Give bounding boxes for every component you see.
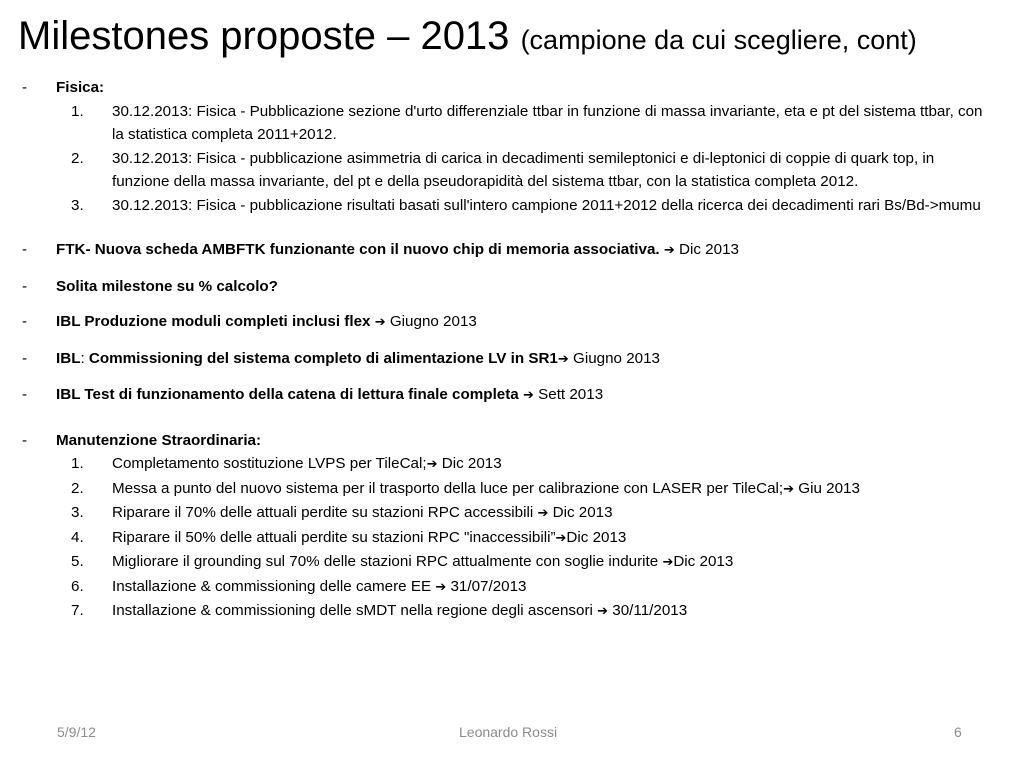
item-number: 1.	[71, 455, 84, 472]
bullet-dash: -	[22, 241, 28, 258]
item-text: Messa a punto del nuovo sistema per il trasporto della luce per calibrazione con LASER per TileCal;	[112, 479, 784, 497]
bullet-calcolo	[22, 275, 994, 299]
bullet-dash: -	[22, 349, 28, 367]
ibl-prod-text: IBL Produzione moduli completi inclusi flex	[56, 313, 371, 330]
ibl-comm-text: Commissioning del sistema completo di alimentazione LV in SR1	[88, 349, 558, 367]
item-text: Installazione & commissioning delle sMDT nella regione degli ascensori	[112, 602, 593, 619]
arrow-icon: ➔	[537, 506, 549, 521]
item-number: 5.	[71, 553, 84, 570]
footer-date: 5/9/12	[57, 724, 96, 740]
slide-title	[18, 8, 1018, 68]
fisica-list	[56, 100, 994, 218]
item-date: Dic 2013	[673, 553, 734, 570]
item-date: Dic 2013	[552, 504, 613, 521]
item-text: Riparare il 70% delle attuali perdite su stazioni RPC accessibili	[112, 504, 534, 521]
item-number: 3.	[71, 504, 84, 521]
item-text: Installazione & commissioning delle camere EE	[112, 577, 432, 595]
item-text: 30.12.2013: Fisica - Pubblicazione sezione d'urto differenziale ttbar in funzione di massa invariante, eta e pt del sistema ttbar, con la statistica completa 2011+2012.	[112, 102, 983, 143]
item-number: 3.	[71, 196, 84, 214]
arrow-icon: ➔	[783, 481, 795, 497]
bullet-fisica	[22, 76, 994, 217]
list-item	[56, 452, 994, 477]
list-item	[56, 100, 994, 147]
bullet-ibl-commissioning	[22, 347, 994, 372]
list-item	[56, 501, 994, 526]
footer-page-number: 6	[954, 724, 962, 740]
slide-title-sub: (campione da cui scegliere, cont)	[520, 25, 917, 55]
item-date: 30/11/2013	[612, 602, 688, 619]
item-date: Giu 2013	[798, 479, 860, 497]
bullet-ibl-produzione	[22, 310, 994, 335]
list-item	[56, 526, 994, 551]
arrow-icon: ➔	[522, 388, 534, 403]
item-text: Migliorare il grounding sul 70% delle stazioni RPC attualmente con soglie indurite	[112, 553, 659, 570]
arrow-icon: ➔	[597, 604, 609, 619]
ftk-date: Dic 2013	[679, 241, 739, 258]
item-date: Dic 2013	[566, 528, 627, 546]
item-text: Riparare il 50% delle attuali perdite su stazioni RPC "inaccessibili”	[112, 528, 556, 546]
bullet-dash: -	[22, 431, 28, 449]
arrow-icon: ➔	[555, 530, 567, 546]
fisica-label: Fisica:	[56, 79, 105, 96]
item-number: 2.	[71, 149, 84, 167]
ibl-comm-prefix: IBL	[56, 349, 81, 367]
item-number: 2.	[71, 479, 84, 497]
ftk-text: FTK- Nuova scheda AMBFTK funzionante con il nuovo chip di memoria associativa.	[56, 241, 660, 258]
item-text: Completamento sostituzione LVPS per TileCal;	[112, 455, 427, 472]
arrow-icon: ➔	[663, 243, 675, 258]
bullet-dash: -	[22, 277, 28, 295]
arrow-icon: ➔	[426, 457, 438, 472]
item-number: 6.	[71, 577, 84, 595]
calcolo-text: Solita milestone su % calcolo?	[56, 277, 278, 295]
arrow-icon: ➔	[374, 315, 386, 330]
arrow-icon: ➔	[662, 555, 674, 570]
list-item	[56, 147, 994, 194]
ibl-test-date: Sett 2013	[538, 386, 604, 403]
item-text: 30.12.2013: Fisica - pubblicazione asimmetria di carica in decadimenti semileptonici e di-leptonici di coppie di quark top, in funzione della massa invariante, del pt e della pseudorapidità del sistema ttbar, con la statistica completa 2012.	[112, 149, 935, 190]
item-number: 1.	[71, 102, 84, 120]
manut-label: Manutenzione Straordinaria:	[56, 431, 262, 449]
list-item	[56, 599, 994, 624]
bullet-dash: -	[22, 386, 28, 403]
bullet-manutenzione	[22, 429, 994, 624]
ibl-comm-date: Giugno 2013	[573, 349, 660, 367]
list-item	[56, 194, 994, 218]
arrow-icon: ➔	[435, 579, 447, 595]
list-item	[56, 550, 994, 575]
item-number: 4.	[71, 528, 84, 546]
item-text: 30.12.2013: Fisica - pubblicazione risultati basati sull'intero campione 2011+2012 della ricerca dei decadimenti rari Bs/Bd->mumu	[112, 196, 981, 214]
ibl-prod-date: Giugno 2013	[389, 313, 477, 330]
ibl-comm-sep: :	[80, 349, 89, 367]
item-date: Dic 2013	[441, 455, 502, 472]
item-date: 31/07/2013	[450, 577, 527, 595]
bullet-dash: -	[22, 79, 28, 96]
slide-title-main: Milestones proposte – 2013	[18, 14, 510, 58]
footer-author: Leonardo Rossi	[459, 724, 558, 740]
list-item	[56, 575, 994, 600]
list-item	[56, 477, 994, 502]
manut-list	[56, 452, 994, 624]
ibl-test-text: IBL Test di funzionamento della catena di lettura finale completa	[56, 386, 519, 403]
bullet-ftk	[22, 238, 994, 263]
slide-content	[22, 76, 994, 624]
arrow-icon: ➔	[557, 351, 569, 367]
bullet-dash: -	[22, 313, 28, 330]
bullet-ibl-test	[22, 383, 994, 408]
item-number: 7.	[71, 602, 84, 619]
